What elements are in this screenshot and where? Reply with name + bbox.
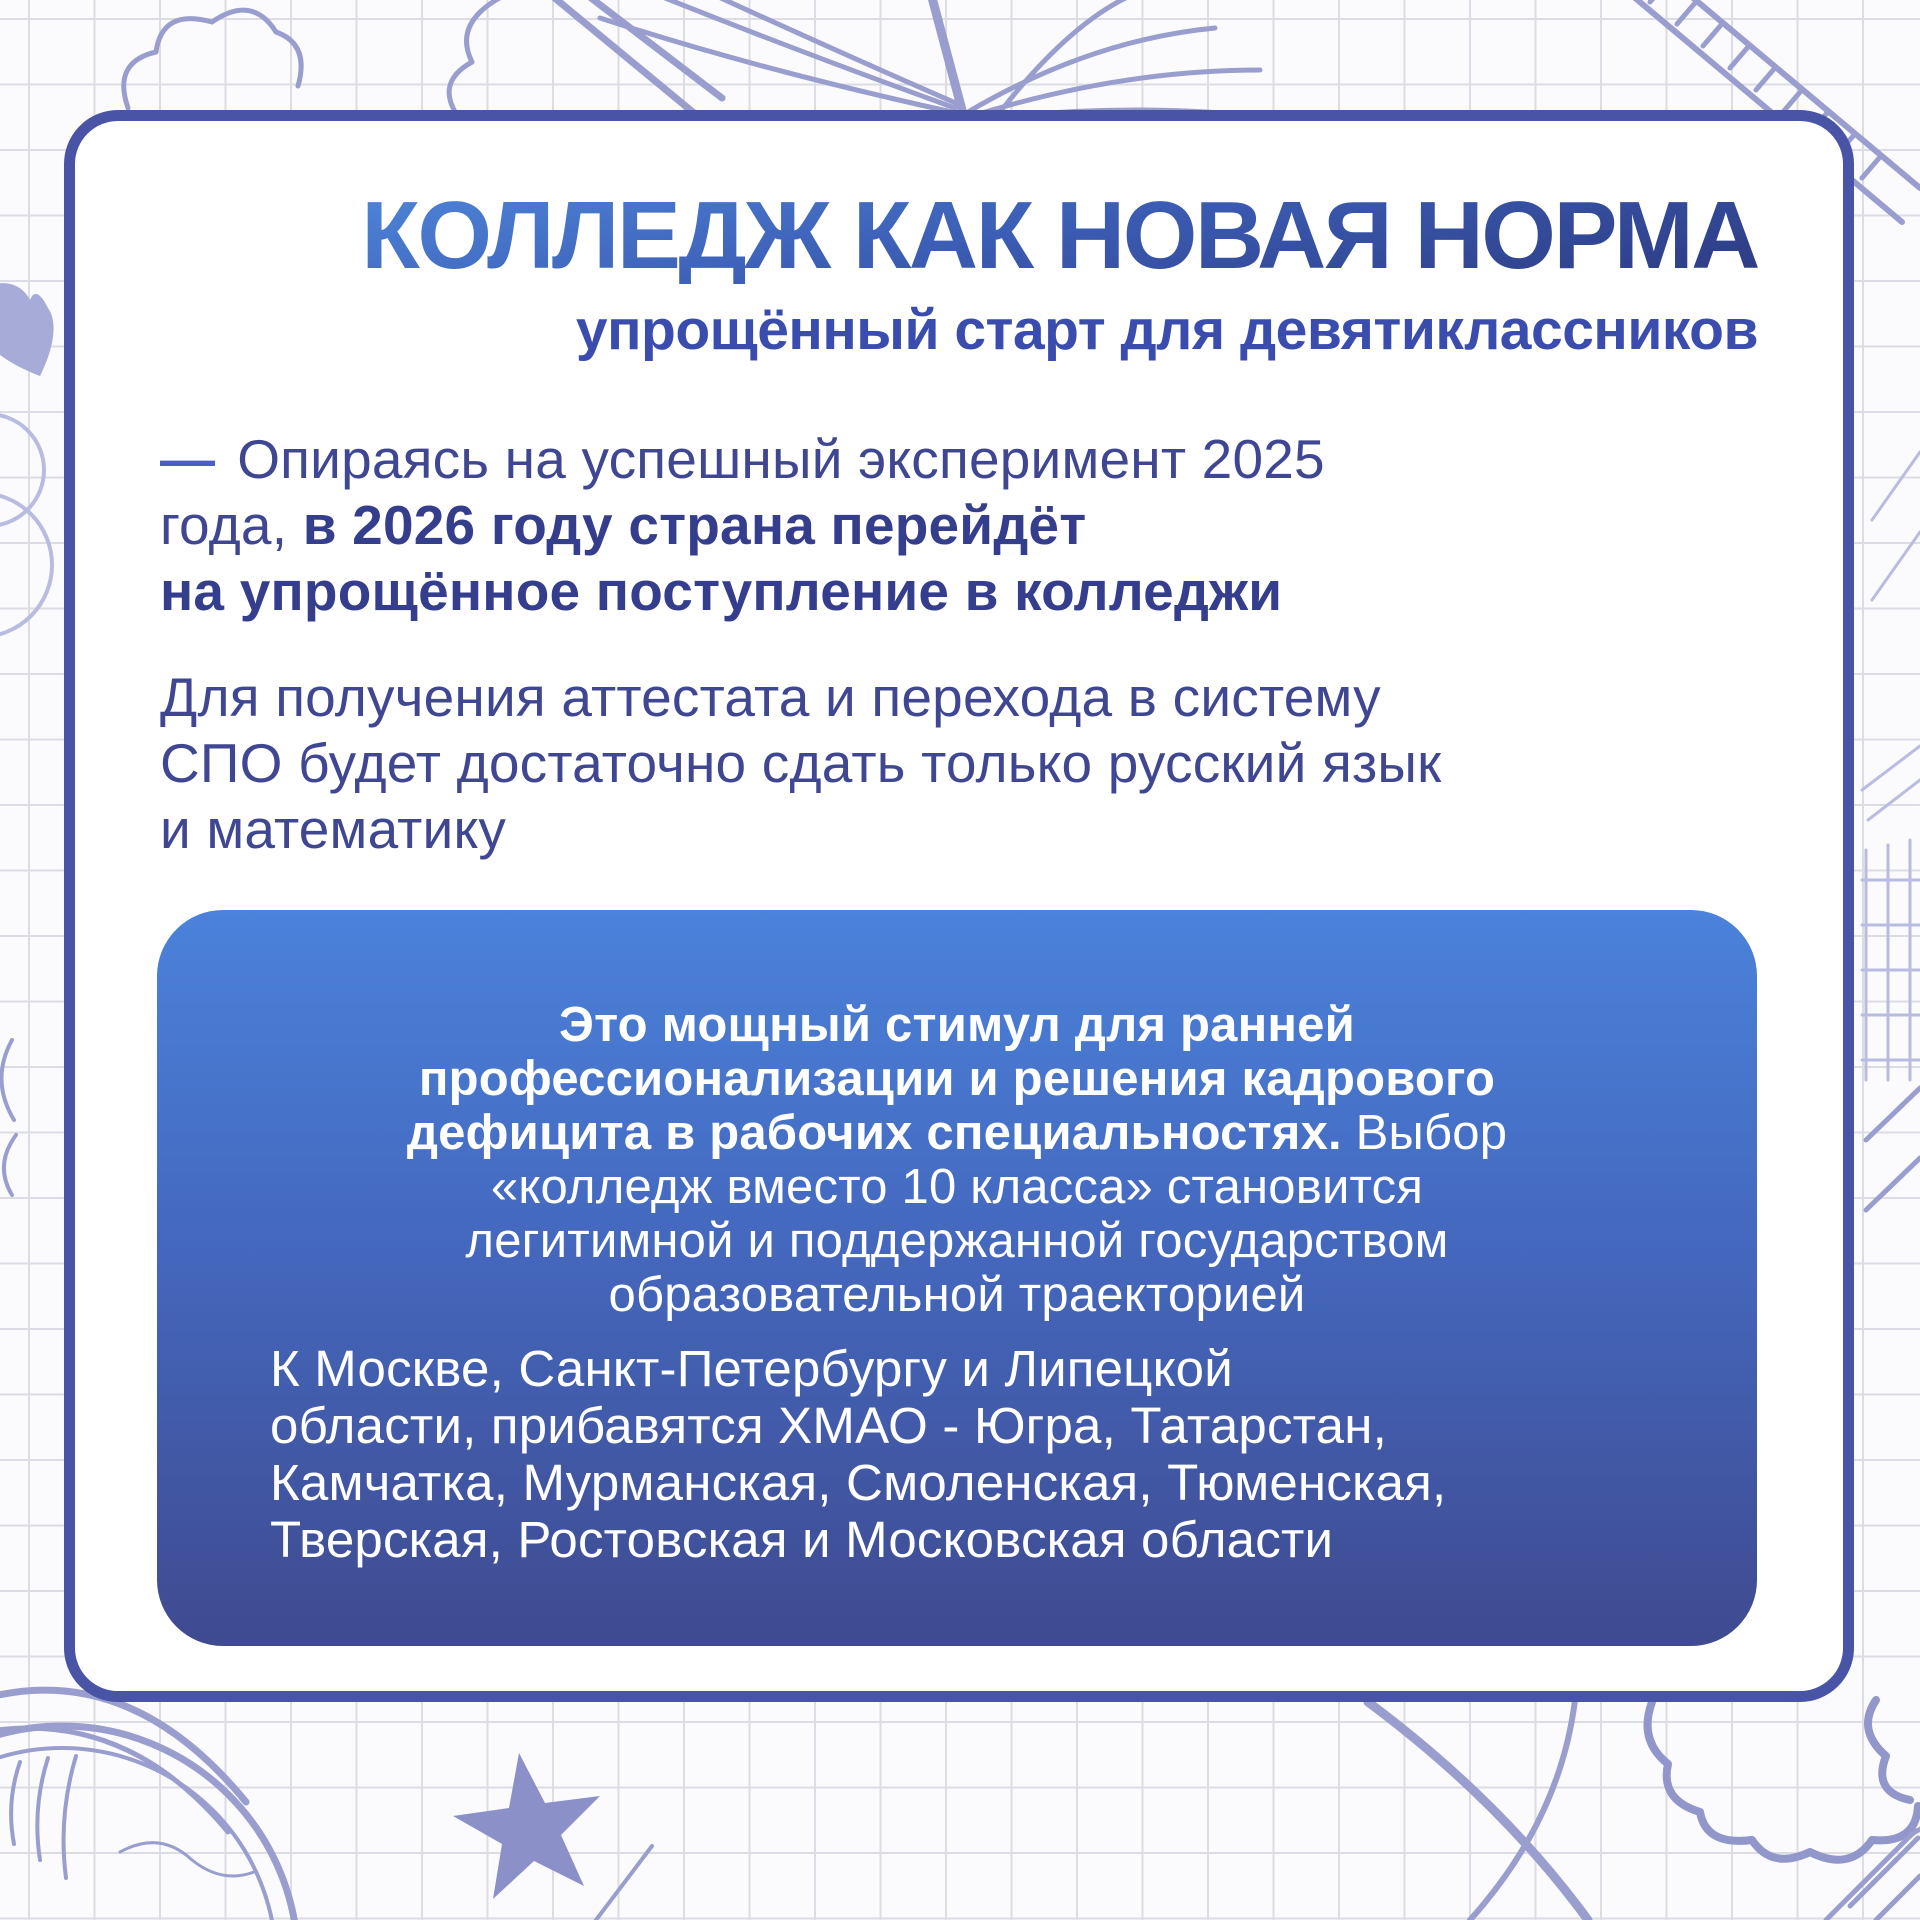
highlight-line-5: легитимной и поддержанной государством <box>465 1214 1449 1268</box>
highlight-line-1: Это мощный стимул для ранней <box>559 998 1355 1052</box>
intro-line-3: на упрощённое поступление в колледжи <box>160 560 1283 622</box>
pencil-line-icon <box>596 1846 652 1920</box>
page-title: КОЛЛЕДЖ КАК НОВАЯ НОРМА <box>361 182 1758 289</box>
highlight-line-2: профессионализации и решения кадрового <box>418 1052 1496 1106</box>
cloud-top-left-icon <box>124 10 301 108</box>
regions-paragraph <box>270 1340 1446 1568</box>
highlight-line-3-bold: дефицита в рабочих специальностях. <box>406 1106 1342 1160</box>
intro-line-2-regular: года, <box>160 494 303 556</box>
regions-line-3: Камчатка, Мурманская, Смоленская, Тюменская, <box>270 1454 1447 1511</box>
triangle-ruler-right-icon <box>1862 452 1920 1210</box>
regions-line-4: Тверская, Ростовская и Московская области <box>270 1511 1334 1568</box>
page-subtitle: упрощённый старт для девятиклассников <box>575 298 1758 362</box>
heart-icon <box>0 283 54 376</box>
intro-line-2-bold: в 2026 году страна перейдёт <box>302 494 1087 556</box>
intro-line-2 <box>160 492 1325 558</box>
em-dash-accent: — <box>160 428 216 490</box>
highlight-line-4: «колледж вместо 10 класса» становится <box>490 1160 1424 1214</box>
star-icon <box>453 1753 600 1899</box>
highlight-line-3-regular: Выбор <box>1341 1106 1508 1160</box>
arcs-bottom-icon <box>1368 1700 1588 1920</box>
highlight-centered-text <box>157 998 1757 1322</box>
circles-left-icon <box>0 414 52 637</box>
intro-line-1 <box>160 426 1325 492</box>
details-line-2: СПО будет достаточно сдать только русский язык <box>160 732 1442 794</box>
details-paragraph <box>160 664 1441 862</box>
regions-line-1: К Москве, Санкт-Петербургу и Липецкой <box>270 1340 1233 1397</box>
details-line-3: и математику <box>160 798 507 860</box>
regions-line-2: области, прибавятся ХМАО - Югра, Татарстан, <box>270 1397 1387 1454</box>
highlight-line-6: образовательной траекторией <box>608 1268 1306 1322</box>
details-line-1: Для получения аттестата и перехода в систему <box>160 666 1381 728</box>
intro-paragraph <box>160 426 1325 624</box>
squiggle-left-icon <box>1 1040 16 1195</box>
book-fan-icon <box>545 0 1290 120</box>
intro-line-1-text: Опираясь на успешный эксперимент 2025 <box>237 428 1325 490</box>
cloud-bottom-right-icon <box>1648 1700 1918 1860</box>
highlight-line-3 <box>157 1106 1757 1160</box>
